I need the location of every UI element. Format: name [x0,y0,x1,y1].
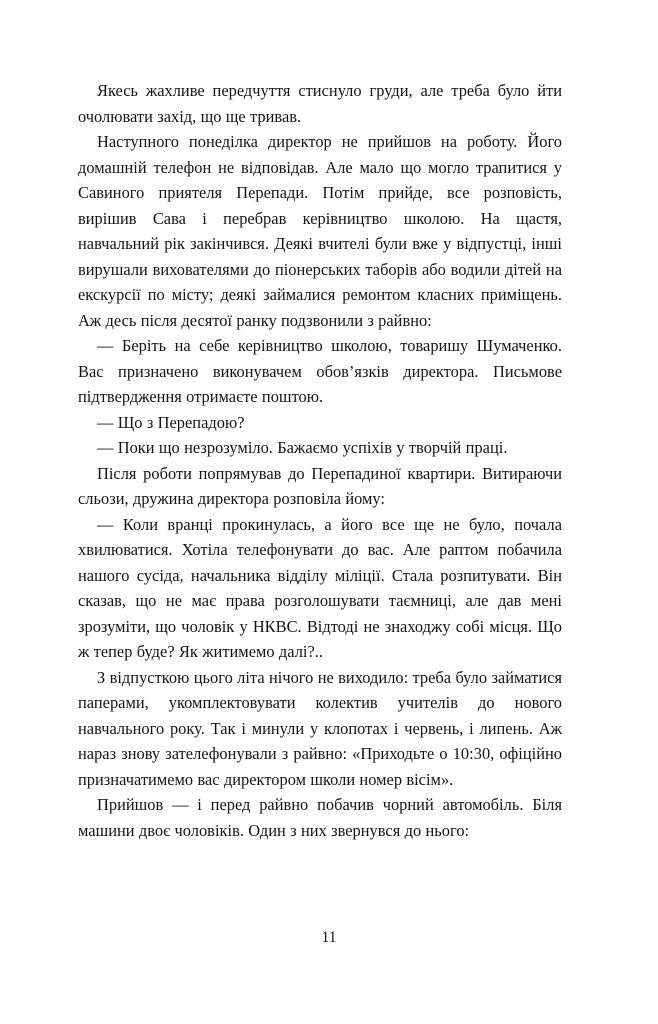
page-text-block [78,78,562,843]
page-number: 11 [321,929,337,946]
paragraph-6: Після роботи попрямував до Перепадиної квартири. Витираючи сльози, дружина директора розповіла йому: [78,463,562,508]
paragraph-3: — Беріть на себе керівництво школою, товаришу Шумаченко. Вас призначено виконувачем обов’язків директора. Письмове підтвердження отримаєте поштою. [78,336,562,406]
paragraph-8: З відпусткою цього літа нічого не виходило: треба було займатися паперами, укомплектовувати колектив учителів до нового навчального року. Так і минули у клопотах і червень, і липень. Аж нараз знову зателефонували з райвно: «Приходьте о 10:30, офіційно призначатимемо вас директором школи номер вісім». [78,667,562,789]
paragraph-1: Якесь жахливе передчуття стиснуло груди, але треба було йти очолювати захід, що ще тривав. [78,81,562,126]
paragraph-9: Прийшов — і перед райвно побачив чорний автомобіль. Біля машини двоє чоловіків. Один з них звернувся до нього: [78,795,562,840]
paragraph-5: — Поки що незрозуміло. Бажаємо успіхів у творчій праці. [97,438,508,457]
paragraph-4: — Що з Перепадою? [97,412,245,432]
paragraph-7: — Коли вранці прокинулась, а його все ще не було, почала хвилюватися. Хотіла телефонувати до вас. Але раптом побачила нашого сусіда, начальника відділу міліції. Стала розпитувати. Він сказав, що не має права розголошувати таємниці, але дав мені зрозуміти, що чоловік у НКВС. Відтоді не знаходжу собі місця. Що ж тепер буде? Як житимемо далі?.. [78,514,562,661]
paragraph-2: Наступного понеділка директор не прийшов на роботу. Його домашній телефон не відповідав. Але мало що могло трапитися у Савиного приятеля Перепади. Потім прийде, все розповість, вирішив Сава і перебрав керівництво школою. На щастя, навчальний рік закінчився. Деякі вчителі були вже у відпустці, інші вирушали вихователями до піонерських таборів або водили дітей на екскурсії по місту; деякі займалися ремонтом класних приміщень. Аж десь після десятої ранку подзвонили з райвно: [78,132,562,330]
